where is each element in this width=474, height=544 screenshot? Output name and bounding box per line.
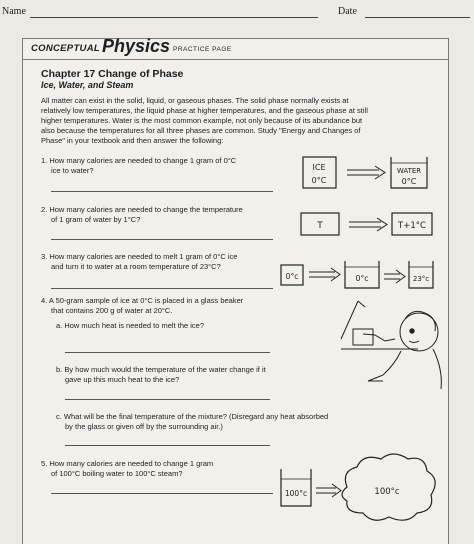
water-to-steam-figure [281,454,435,520]
melt-and-warm-figure [281,261,433,288]
question-1-line: 1. How many calories are needed to change 1 gram of 0°C [41,156,237,165]
arrow-icon [309,268,340,281]
arrow-icon [347,166,385,179]
intro-line: also because the temperatures for all three phases are common. Study "Energy and Changes of [41,126,361,135]
worksheet-page [22,38,449,544]
question-4a-line: a. How much heat is needed to melt the ice? [56,321,205,330]
intro-line: All matter can exist in the solid, liquid, or gaseous phases. The solid phase normally exists at [41,96,349,105]
boiling-water-temp: 100°c [284,489,308,498]
question-4c-line: c. What will be the final temperature of the mixture? (Disregard any heat absorbed [56,412,329,421]
question-3-line: and turn it to water at a room temperature of 23°C? [51,262,221,271]
banner-practice-page: PRACTICE PAGE [173,46,232,53]
ice-temp-label: 0°C [311,176,327,185]
temperature-change-figure [301,213,432,235]
question-4-line: that contains 200 g of water at 20°C. [51,306,173,315]
chapter-subtitle: Ice, Water, and Steam [41,80,134,90]
arrow-icon [384,270,405,283]
person-with-beaker-illustration [341,301,441,389]
question-4b-line: gave up this much heat to the ice? [65,375,180,384]
chapter-title: Chapter 17 Change of Phase [41,68,184,80]
ice-to-water-figure [303,157,427,188]
question-3-line: 3. How many calories are needed to melt 1 gram of 0°C ice [41,252,238,261]
arrow-icon [349,218,387,231]
banner-physics: Physics [102,36,171,56]
water-temp-label: 0°C [401,177,417,186]
beaker-0c-temp: 0°c [355,274,369,283]
intro-line: Phase" in your textbook and then answer the following: [41,136,224,145]
ice-cube-temp: 0°c [285,272,299,281]
arrow-icon [316,484,341,497]
name-field[interactable] [30,17,318,18]
question-4c-line: by the glass or given off by the surrounding air.) [65,422,223,431]
intro-line: relatively low temperatures, the liquid phase at higher temperatures, and the gaseous phase at still [41,106,368,115]
name-label: Name [2,6,26,17]
question-5-line: of 100°C boiling water to 100°C steam? [51,469,183,478]
question-2-line: of 1 gram of water by 1°C? [51,215,141,224]
steam-temp: 100°c [374,487,400,497]
ice-label: ICE [312,163,326,172]
date-field[interactable] [365,17,470,18]
question-1-line: ice to water? [51,166,94,175]
temp-t-plus-1-label: T+1°C [398,221,426,231]
boiling-beaker [281,469,311,506]
figures-layer [23,39,448,544]
banner-conceptual: CONCEPTUAL [31,43,100,54]
date-label: Date [338,6,357,17]
question-4-line: 4. A 50-gram sample of ice at 0°C is placed in a glass beaker [41,296,244,305]
beaker-23c-temp: 23°c [412,275,430,283]
question-4b-line: b. By how much would the temperature of the water change if it [56,365,266,374]
question-5-line: 5. How many calories are needed to change 1 gram [41,459,214,468]
question-2-line: 2. How many calories are needed to change the temperature [41,205,243,214]
water-label: WATER [396,167,422,175]
temp-t-label: T [317,221,323,231]
intro-line: higher temperatures. Water is the most common example, not only because of its abundance but [41,116,363,125]
